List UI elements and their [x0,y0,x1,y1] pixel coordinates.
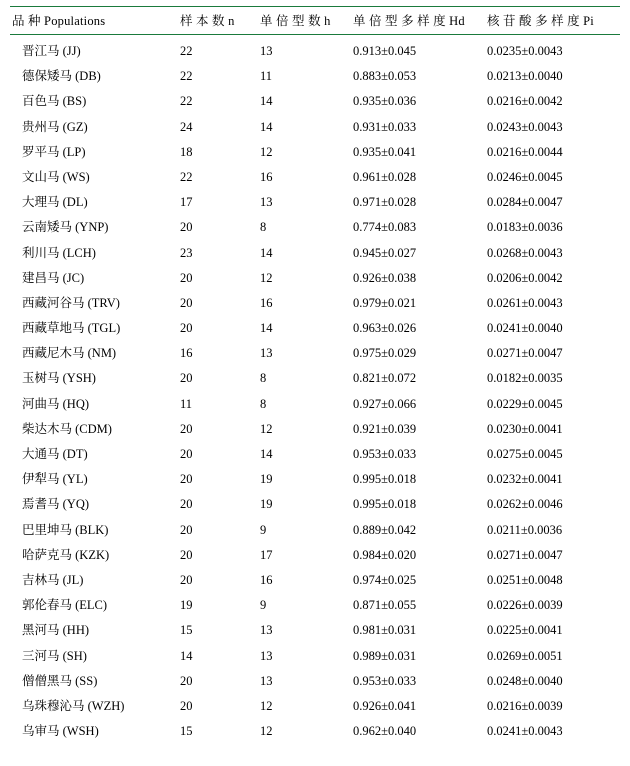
cell-value: 0.0261±0.0043 [487,295,563,310]
cell-population: 伊犁马 (YL) [22,472,88,487]
cell-population: 黑河马 (HH) [22,623,90,638]
cell-value: 23 [180,245,193,260]
cell-value: 16 [260,169,273,184]
cell-value: 20 [180,220,193,235]
cell-population: 吉林马 (JL) [22,572,84,587]
cell-value: 0.889±0.042 [353,522,417,537]
cell-value: 20 [180,295,193,310]
cell-value: 17 [180,195,193,210]
cell-value: 0.961±0.028 [353,169,417,184]
table-row [10,314,620,339]
cell-value: 20 [180,472,193,487]
cell-value: 0.0262±0.0046 [487,497,563,512]
cell-value: 17 [260,547,273,562]
cell-value: 9 [260,522,267,537]
table-header [10,7,620,35]
cell-value: 13 [260,346,273,361]
cell-population: 罗平马 (LP) [22,144,86,159]
cell-population: 大理马 (DL) [22,195,88,210]
cell-value: 11 [260,69,273,84]
cell-value: 14 [180,648,193,663]
cell-value: 0.774±0.083 [353,220,417,235]
cell-value: 0.926±0.038 [353,270,417,285]
cell-population: 河曲马 (HQ) [22,396,90,411]
cell-population: 西藏草地马 (TGL) [22,321,121,336]
cell-value: 18 [180,144,193,159]
cell-value: 0.821±0.072 [353,371,417,386]
cell-value: 13 [260,623,273,638]
cell-value: 0.971±0.028 [353,195,417,210]
cell-value: 0.0230±0.0041 [487,421,563,436]
table-row [10,440,620,465]
cell-value: 20 [180,447,193,461]
table-row [10,390,620,415]
cell-value: 0.0271±0.0047 [487,547,563,562]
populations-diversity-table [10,6,620,743]
cell-value: 0.871±0.055 [353,598,417,613]
cell-value: 8 [260,396,267,411]
column-header-populations: 品 种 Populations [10,7,178,35]
cell-population: 西藏河谷马 (TRV) [22,295,120,310]
cell-population: 乌审马 (WSH) [22,724,99,739]
table-row [10,138,620,163]
cell-value: 0.0241±0.0043 [487,724,563,739]
cell-population: 西藏尼木马 (NM) [22,346,117,361]
table-row [10,63,620,88]
cell-value: 0.921±0.039 [353,421,417,436]
cell-value: 0.995±0.018 [353,472,417,487]
cell-value: 20 [180,673,193,688]
cell-value: 20 [180,371,193,386]
table-row [10,415,620,440]
cell-population: 郭伦春马 (ELC) [22,598,108,613]
table-row [10,516,620,541]
cell-value: 0.963±0.026 [353,321,417,336]
column-header-haplotype-diversity: 单 倍 型 多 样 度 Hd [351,7,485,35]
cell-population: 大通马 (DT) [22,447,88,461]
cell-value: 16 [180,346,193,361]
cell-value: 0.0241±0.0040 [487,321,563,336]
table-row [10,289,620,314]
table-row [10,340,620,365]
table-row [10,239,620,264]
cell-value: 8 [260,371,267,386]
cell-value: 0.0216±0.0042 [487,94,563,109]
cell-population: 文山马 (WS) [22,169,90,184]
cell-value: 0.953±0.033 [353,447,417,461]
cell-population: 德保矮马 (DB) [22,69,101,84]
cell-population: 晋江马 (JJ) [22,44,81,58]
cell-value: 0.962±0.040 [353,724,417,739]
cell-value: 9 [260,598,267,613]
cell-value: 22 [180,69,193,84]
cell-value: 0.883±0.053 [353,69,417,84]
cell-value: 0.0275±0.0045 [487,447,563,461]
cell-population: 利川马 (LCH) [22,245,96,260]
cell-value: 13 [260,44,273,58]
table-row [10,717,620,742]
cell-value: 0.995±0.018 [353,497,417,512]
cell-value: 20 [180,497,193,512]
cell-value: 20 [180,321,193,336]
cell-value: 20 [180,421,193,436]
cell-value: 0.0216±0.0039 [487,698,563,713]
cell-value: 19 [260,472,273,487]
cell-value: 0.0243±0.0043 [487,119,563,134]
table-row [10,617,620,642]
cell-value: 20 [180,522,193,537]
cell-value: 22 [180,94,193,109]
cell-value: 11 [180,396,193,411]
table-row [10,113,620,138]
cell-value: 0.0211±0.0036 [487,522,563,537]
cell-population: 巴里坤马 (BLK) [22,522,109,537]
cell-value: 19 [180,598,193,613]
cell-value: 12 [260,698,273,713]
cell-value: 0.945±0.027 [353,245,417,260]
document-page [0,6,630,766]
cell-value: 0.0182±0.0035 [487,371,563,386]
cell-value: 20 [180,270,193,285]
cell-value: 19 [260,497,273,512]
cell-value: 12 [260,144,273,159]
table-row [10,189,620,214]
cell-value: 20 [180,698,193,713]
cell-population: 云南矮马 (YNP) [22,220,109,235]
cell-value: 0.926±0.041 [353,698,417,713]
cell-value: 15 [180,724,193,739]
cell-value: 0.0226±0.0039 [487,598,563,613]
cell-value: 0.0251±0.0048 [487,572,563,587]
table-row [10,264,620,289]
cell-value: 13 [260,195,273,210]
cell-value: 0.953±0.033 [353,673,417,688]
column-header-haplotype-number: 单 倍 型 数 h [258,7,351,35]
cell-value: 12 [260,724,273,739]
cell-population: 焉耆马 (YQ) [22,497,90,512]
table-row [10,466,620,491]
cell-value: 14 [260,245,273,260]
cell-value: 0.931±0.033 [353,119,417,134]
cell-population: 玉树马 (YSH) [22,371,96,386]
cell-value: 0.0229±0.0045 [487,396,563,411]
table-row [10,592,620,617]
cell-value: 0.0271±0.0047 [487,346,563,361]
cell-value: 0.0246±0.0045 [487,169,563,184]
table-row [10,214,620,239]
table-row [10,88,620,113]
cell-value: 22 [180,44,193,58]
column-header-nucleotide-diversity: 核 苷 酸 多 样 度 Pi [485,7,620,35]
cell-value: 0.0232±0.0041 [487,472,563,487]
cell-value: 0.0269±0.0051 [487,648,563,663]
table-header-row [10,7,620,35]
cell-population: 乌珠穆沁马 (WZH) [22,698,125,713]
cell-value: 16 [260,295,273,310]
cell-population: 建昌马 (JC) [22,270,85,285]
cell-value: 13 [260,648,273,663]
cell-value: 0.935±0.041 [353,144,417,159]
cell-value: 0.974±0.025 [353,572,417,587]
table-row [10,491,620,516]
cell-value: 14 [260,119,273,134]
cell-value: 14 [260,447,273,461]
cell-value: 20 [180,572,193,587]
cell-value: 0.913±0.045 [353,44,417,58]
cell-population: 百色马 (BS) [22,94,87,109]
cell-value: 0.979±0.021 [353,295,417,310]
cell-population: 贵州马 (GZ) [22,119,88,134]
cell-value: 14 [260,94,273,109]
cell-value: 8 [260,220,267,235]
cell-value: 14 [260,321,273,336]
cell-value: 12 [260,270,273,285]
cell-value: 0.935±0.036 [353,94,417,109]
cell-value: 0.0284±0.0047 [487,195,563,210]
table-row [10,541,620,566]
table-row [10,566,620,591]
cell-population: 僧僧黑马 (SS) [22,673,98,688]
cell-value: 0.927±0.066 [353,396,417,411]
cell-value: 0.0206±0.0042 [487,270,563,285]
table-body [10,35,620,743]
cell-value: 0.0235±0.0043 [487,44,563,58]
cell-value: 0.981±0.031 [353,623,417,638]
cell-value: 15 [180,623,193,638]
cell-value: 0.984±0.020 [353,547,417,562]
cell-value: 22 [180,169,193,184]
cell-value: 24 [180,119,193,134]
column-header-sample-size: 样 本 数 n [178,7,258,35]
cell-value: 13 [260,673,273,688]
table-row [10,692,620,717]
cell-population: 三河马 (SH) [22,648,87,663]
table-row [10,642,620,667]
cell-population: 柴达木马 (CDM) [22,421,112,436]
cell-value: 0.0268±0.0043 [487,245,563,260]
table-row [10,365,620,390]
cell-value: 20 [180,547,193,562]
cell-value: 0.0248±0.0040 [487,673,563,688]
cell-value: 0.0225±0.0041 [487,623,563,638]
cell-value: 0.975±0.029 [353,346,417,361]
cell-value: 0.0183±0.0036 [487,220,563,235]
table-row [10,35,620,63]
table-row [10,163,620,188]
cell-value: 0.989±0.031 [353,648,417,663]
cell-value: 16 [260,572,273,587]
cell-value: 0.0213±0.0040 [487,69,563,84]
cell-value: 0.0216±0.0044 [487,144,563,159]
cell-population: 哈萨克马 (KZK) [22,547,110,562]
cell-value: 12 [260,421,273,436]
table-row [10,667,620,692]
